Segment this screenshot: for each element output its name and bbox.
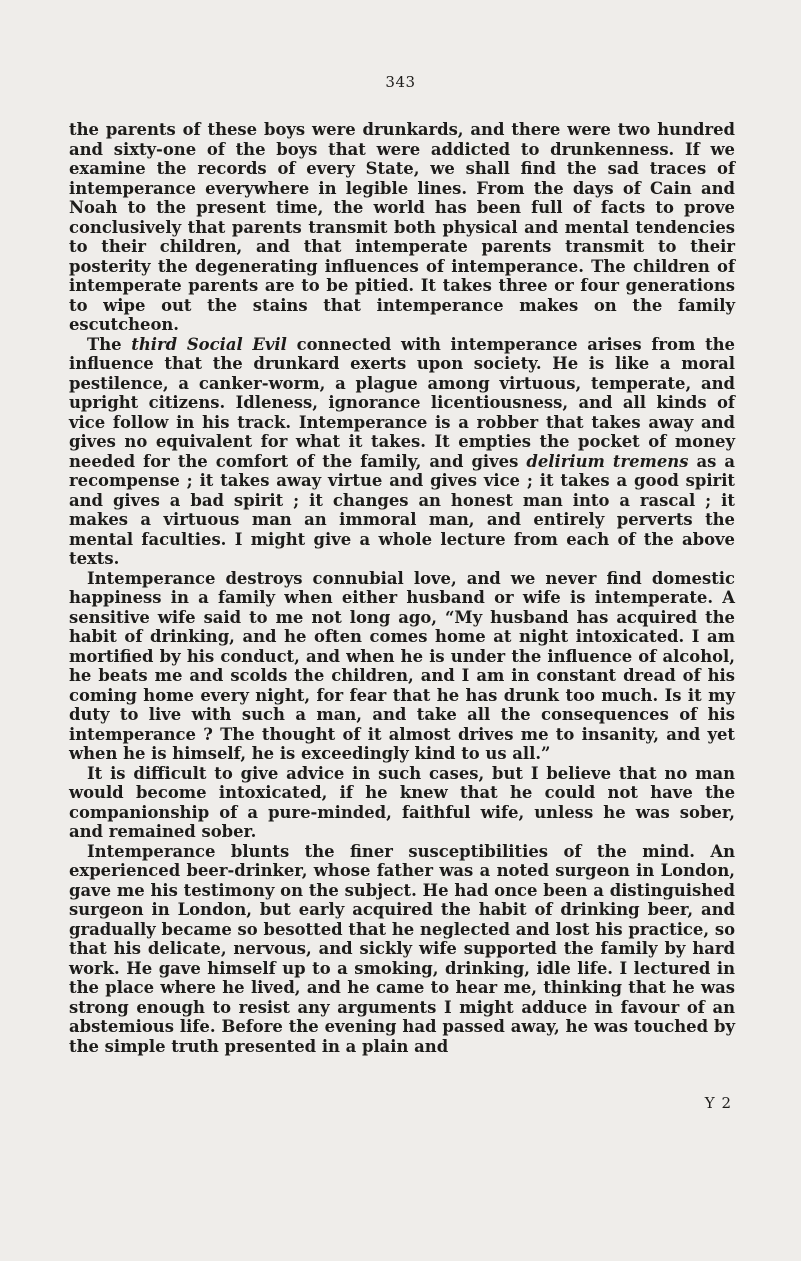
italic-phrase: delirium tremens — [526, 451, 689, 471]
signature-mark: Y 2 — [704, 1094, 732, 1112]
page-number: 343 — [385, 73, 416, 91]
text-segment: The — [87, 334, 132, 354]
text-segment: as a recompense ; it takes away virtue and gives vice ; it takes a good spirit and gives a bad spirit ; it changes an honest man into a rascal ; it makes a virtuous man an immoral man, and entirely perverts the mental faculties. I might give a whole lecture from each of the above texts. — [69, 451, 735, 568]
text-segment: It is difficult to give advice in such cases, but I believe that no man would become intoxicated, if he knew that he could not have the companionship of a pure-minded, faithful wife, unless he was sober, and remained sober. — [69, 763, 735, 841]
paragraph-p1 — [69, 120, 735, 335]
body-text — [69, 120, 735, 1056]
paragraph-p2 — [69, 335, 735, 569]
paragraph-p4 — [69, 764, 735, 842]
text-segment: the parents of these boys were drunkards, and there were two hundred and sixty-one of the boys that were addicted to drunkenness. If we examine the records of every State, we shall find the sad traces of intemperance everywhere in legible lines. From the days of Cain and Noah to the present time, the world has been full of facts to prove conclusively that parents transmit both physical and mental tendencies to their children, and that intemperate parents transmit to their posterity the degenerating influences of intemperance. The children of intemperate parents are to be pitied. It takes three or four generations to wipe out the stains that intemperance makes on the family escutcheon. — [69, 120, 735, 334]
text-segment: Intemperance blunts the finer susceptibilities of the mind. An experienced beer-drinker, whose father was a noted surgeon in London, gave me his testimony on the subject. He had once been a distinguished surgeon in London, but early acquired the habit of drinking beer, and gradually became so besotted that he neglected and lost his practice, so that his delicate, nervous, and sickly wife supported the family by hard work. He gave himself up to a smoking, drinking, idle life. I lectured in the place where he lived, and he came to hear me, thinking that he was strong enough to resist any arguments I might adduce in favour of an abstemious life. Before the evening had passed away, he was touched by the simple truth presented in a plain and — [69, 841, 735, 1056]
text-segment: Intemperance destroys connubial love, and we never find domestic happiness in a family when either husband or wife is intemperate. A sensitive wife said to me not long ago, “My husband has acquired the habit of drinking, and he often comes home at night intoxicated. I am mortified by his conduct, and when he is under the influence of alcohol, he beats me and scolds the children, and I am in constant dread of his coming home every night, for fear that he has drunk too much. Is it my duty to live with such a man, and take all the consequences of his intemperance ? The thought of it almost drives me to insanity, and yet when he is himself, he is exceedingly kind to us all.” — [69, 568, 735, 763]
text-segment: connected with intemperance arises from the influence that the drunkard exerts upon society. He is like a moral pestilence, a canker-worm, a plague among virtuous, temperate, and upright citizens. Idleness, ignorance licentiousness, and all kinds of vice follow in his track. Intemperance is a robber that takes away and gives no equivalent for what it takes. It empties the pocket of money needed for the comfort of the family, and gives — [69, 334, 735, 471]
paragraph-p3 — [69, 569, 735, 764]
paragraph-p5 — [69, 842, 735, 1057]
italic-phrase: third Social Evil — [131, 334, 287, 354]
